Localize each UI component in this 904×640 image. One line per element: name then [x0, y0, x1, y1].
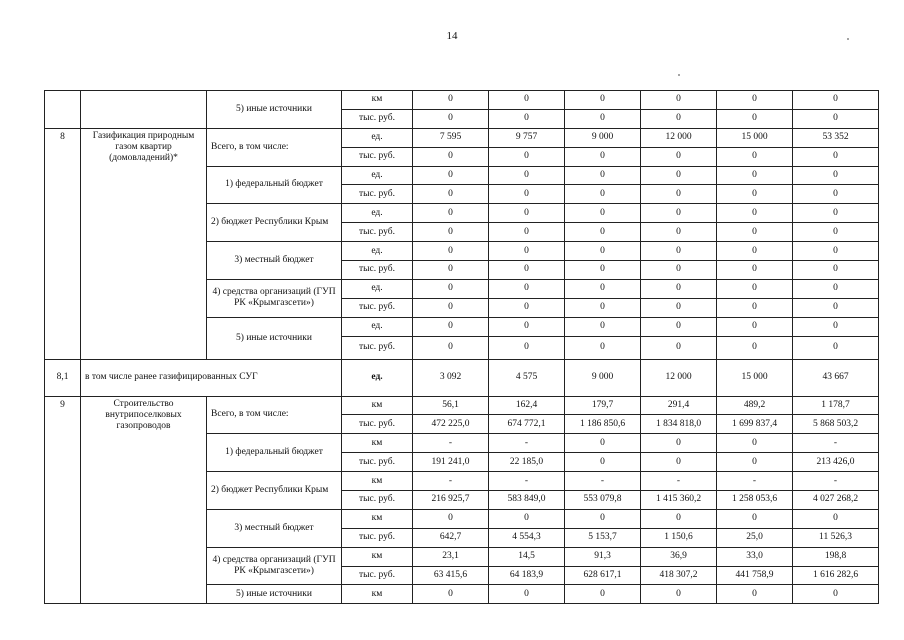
unit-cell: тыс. руб.	[342, 453, 413, 472]
value-cell: 0	[489, 298, 565, 317]
value-cell: 0	[489, 185, 565, 204]
source-label: 2) бюджет Республики Крым	[207, 472, 342, 510]
value-cell: 0	[793, 336, 879, 359]
value-cell: 43 667	[793, 359, 879, 396]
value-cell: 0	[641, 242, 717, 261]
unit-cell: ед.	[342, 128, 413, 147]
value-cell: 0	[413, 242, 489, 261]
value-cell: 0	[565, 336, 641, 359]
value-cell: 0	[489, 109, 565, 128]
value-cell: 0	[413, 166, 489, 185]
value-cell: 472 225,0	[413, 415, 489, 434]
source-label: 1) федеральный бюджет	[207, 434, 342, 472]
value-cell: 0	[489, 336, 565, 359]
value-cell: 0	[793, 279, 879, 298]
value-cell: 0	[717, 147, 793, 166]
value-cell: 0	[489, 166, 565, 185]
value-cell: 63 415,6	[413, 566, 489, 585]
value-cell: 0	[565, 91, 641, 110]
value-cell: 213 426,0	[793, 453, 879, 472]
value-cell: 0	[489, 509, 565, 528]
value-cell: 0	[565, 204, 641, 223]
scan-speck	[847, 38, 849, 40]
value-cell: 0	[565, 185, 641, 204]
value-cell: 1 150,6	[641, 528, 717, 547]
value-cell: 198,8	[793, 547, 879, 566]
value-cell: 15 000	[717, 359, 793, 396]
source-label: 1) федеральный бюджет	[207, 166, 342, 204]
value-cell: 53 352	[793, 128, 879, 147]
value-cell: 0	[793, 261, 879, 280]
unit-cell: км	[342, 585, 413, 604]
value-cell: 0	[413, 298, 489, 317]
item-name: Строительство внутрипоселковых газопроводов	[81, 396, 207, 604]
value-cell: 179,7	[565, 396, 641, 415]
value-cell: 9 000	[565, 359, 641, 396]
value-cell: 9 000	[565, 128, 641, 147]
source-label: 5) иные источники	[207, 91, 342, 129]
value-cell: 0	[489, 242, 565, 261]
value-cell: 22 185,0	[489, 453, 565, 472]
value-cell: 0	[717, 166, 793, 185]
item-name: в том числе ранее газифицированных СУГ	[81, 359, 342, 396]
value-cell: 0	[717, 585, 793, 604]
value-cell: 0	[717, 434, 793, 453]
unit-cell: тыс. руб.	[342, 566, 413, 585]
value-cell: -	[413, 434, 489, 453]
value-cell: 0	[641, 453, 717, 472]
value-cell: 0	[565, 279, 641, 298]
item-name	[81, 91, 207, 129]
value-cell: 0	[413, 317, 489, 336]
value-cell: 418 307,2	[641, 566, 717, 585]
value-cell: 0	[413, 147, 489, 166]
value-cell: 0	[793, 204, 879, 223]
value-cell: 0	[489, 223, 565, 242]
value-cell: 0	[717, 204, 793, 223]
source-label: 4) средства организаций (ГУП РК «Крымгазсети»)	[207, 279, 342, 317]
value-cell: -	[641, 472, 717, 491]
value-cell: -	[793, 434, 879, 453]
value-cell: 9 757	[489, 128, 565, 147]
source-label: 2) бюджет Республики Крым	[207, 204, 342, 242]
value-cell: 14,5	[489, 547, 565, 566]
value-cell: 0	[641, 204, 717, 223]
value-cell: 0	[641, 91, 717, 110]
value-cell: 0	[717, 223, 793, 242]
value-cell: 0	[641, 336, 717, 359]
value-cell: 0	[565, 109, 641, 128]
gasification-table	[44, 90, 879, 604]
unit-cell: ед.	[342, 242, 413, 261]
value-cell: 0	[489, 204, 565, 223]
value-cell: 0	[793, 166, 879, 185]
value-cell: 0	[565, 147, 641, 166]
source-label: 4) средства организаций (ГУП РК «Крымгазсети»)	[207, 547, 342, 585]
value-cell: -	[717, 472, 793, 491]
value-cell: -	[489, 434, 565, 453]
value-cell: 0	[641, 147, 717, 166]
value-cell: 0	[489, 261, 565, 280]
value-cell: 0	[717, 509, 793, 528]
value-cell: 7 595	[413, 128, 489, 147]
value-cell: 674 772,1	[489, 415, 565, 434]
value-cell: 0	[793, 298, 879, 317]
value-cell: 0	[793, 147, 879, 166]
value-cell: 0	[793, 109, 879, 128]
table-row	[45, 359, 879, 396]
value-cell: 0	[565, 223, 641, 242]
scan-speck	[678, 74, 680, 76]
value-cell: 12 000	[641, 128, 717, 147]
value-cell: 291,4	[641, 396, 717, 415]
value-cell: 0	[413, 91, 489, 110]
value-cell: 0	[413, 223, 489, 242]
value-cell: 0	[413, 585, 489, 604]
source-label: 3) местный бюджет	[207, 509, 342, 547]
value-cell: 0	[717, 242, 793, 261]
item-number: 8,1	[45, 359, 81, 396]
value-cell: 0	[489, 279, 565, 298]
value-cell: 0	[489, 585, 565, 604]
unit-cell: ед.	[342, 359, 413, 396]
value-cell: -	[565, 472, 641, 491]
value-cell: 162,4	[489, 396, 565, 415]
source-label: 5) иные источники	[207, 317, 342, 359]
unit-cell: тыс. руб.	[342, 185, 413, 204]
source-label: Всего, в том числе:	[207, 128, 342, 166]
value-cell: 0	[717, 279, 793, 298]
source-label: 5) иные источники	[207, 585, 342, 604]
value-cell: 642,7	[413, 528, 489, 547]
unit-cell: км	[342, 509, 413, 528]
value-cell: 0	[641, 434, 717, 453]
value-cell: 1 834 818,0	[641, 415, 717, 434]
table-row	[45, 91, 879, 110]
item-number	[45, 91, 81, 129]
value-cell: 33,0	[717, 547, 793, 566]
unit-cell: км	[342, 434, 413, 453]
value-cell: 0	[793, 509, 879, 528]
value-cell: 0	[717, 336, 793, 359]
unit-cell: ед.	[342, 204, 413, 223]
unit-cell: тыс. руб.	[342, 147, 413, 166]
table-row	[45, 396, 879, 415]
value-cell: 0	[793, 185, 879, 204]
value-cell: 0	[641, 109, 717, 128]
value-cell: 23,1	[413, 547, 489, 566]
value-cell: 0	[717, 261, 793, 280]
value-cell: 0	[565, 298, 641, 317]
value-cell: 0	[489, 91, 565, 110]
value-cell: 3 092	[413, 359, 489, 396]
unit-cell: тыс. руб.	[342, 528, 413, 547]
item-number: 8	[45, 128, 81, 359]
value-cell: 1 616 282,6	[793, 566, 879, 585]
unit-cell: тыс. руб.	[342, 336, 413, 359]
value-cell: 0	[641, 166, 717, 185]
value-cell: 489,2	[717, 396, 793, 415]
value-cell: 0	[717, 298, 793, 317]
value-cell: 0	[413, 204, 489, 223]
value-cell: 0	[641, 261, 717, 280]
value-cell: 0	[793, 242, 879, 261]
value-cell: 216 925,7	[413, 491, 489, 510]
unit-cell: тыс. руб.	[342, 491, 413, 510]
value-cell: 0	[489, 147, 565, 166]
value-cell: 583 849,0	[489, 491, 565, 510]
value-cell: 553 079,8	[565, 491, 641, 510]
value-cell: 0	[413, 336, 489, 359]
value-cell: 56,1	[413, 396, 489, 415]
value-cell: 0	[565, 585, 641, 604]
value-cell: 0	[565, 434, 641, 453]
unit-cell: тыс. руб.	[342, 223, 413, 242]
value-cell: 0	[641, 317, 717, 336]
table-body	[45, 91, 879, 604]
page-number: 14	[446, 30, 458, 42]
value-cell: 628 617,1	[565, 566, 641, 585]
unit-cell: тыс. руб.	[342, 415, 413, 434]
value-cell: 0	[565, 261, 641, 280]
value-cell: 0	[413, 509, 489, 528]
value-cell: 4 554,3	[489, 528, 565, 547]
value-cell: 11 526,3	[793, 528, 879, 547]
value-cell: 1 186 850,6	[565, 415, 641, 434]
value-cell: 5 868 503,2	[793, 415, 879, 434]
value-cell: 15 000	[717, 128, 793, 147]
unit-cell: км	[342, 547, 413, 566]
value-cell: 0	[641, 279, 717, 298]
unit-cell: км	[342, 472, 413, 491]
value-cell: 1 258 053,6	[717, 491, 793, 510]
value-cell: 0	[565, 166, 641, 185]
value-cell: 0	[717, 185, 793, 204]
unit-cell: тыс. руб.	[342, 109, 413, 128]
item-number: 9	[45, 396, 81, 604]
value-cell: 5 153,7	[565, 528, 641, 547]
value-cell: 0	[413, 261, 489, 280]
unit-cell: км	[342, 91, 413, 110]
value-cell: 0	[565, 317, 641, 336]
value-cell: 1 699 837,4	[717, 415, 793, 434]
value-cell: 441 758,9	[717, 566, 793, 585]
source-label: Всего, в том числе:	[207, 396, 342, 434]
unit-cell: тыс. руб.	[342, 261, 413, 280]
table-row	[45, 128, 879, 147]
value-cell: 91,3	[565, 547, 641, 566]
value-cell: 0	[641, 223, 717, 242]
item-name: Газификация природным газом квартир (домовладений)*	[81, 128, 207, 359]
unit-cell: ед.	[342, 317, 413, 336]
unit-cell: ед.	[342, 279, 413, 298]
value-cell: 0	[793, 585, 879, 604]
value-cell: 12 000	[641, 359, 717, 396]
unit-cell: км	[342, 396, 413, 415]
value-cell: 0	[793, 91, 879, 110]
value-cell: -	[413, 472, 489, 491]
value-cell: 4 575	[489, 359, 565, 396]
value-cell: -	[489, 472, 565, 491]
value-cell: 0	[641, 185, 717, 204]
value-cell: 0	[641, 509, 717, 528]
value-cell: 191 241,0	[413, 453, 489, 472]
value-cell: 0	[717, 453, 793, 472]
value-cell: 36,9	[641, 547, 717, 566]
value-cell: 0	[641, 298, 717, 317]
value-cell: 0	[717, 109, 793, 128]
source-label: 3) местный бюджет	[207, 242, 342, 280]
value-cell: -	[793, 472, 879, 491]
value-cell: 0	[413, 185, 489, 204]
value-cell: 25,0	[717, 528, 793, 547]
value-cell: 0	[793, 317, 879, 336]
unit-cell: ед.	[342, 166, 413, 185]
value-cell: 0	[565, 509, 641, 528]
value-cell: 4 027 268,2	[793, 491, 879, 510]
value-cell: 64 183,9	[489, 566, 565, 585]
value-cell: 0	[717, 91, 793, 110]
value-cell: 0	[413, 279, 489, 298]
value-cell: 0	[641, 585, 717, 604]
value-cell: 0	[489, 317, 565, 336]
value-cell: 1 415 360,2	[641, 491, 717, 510]
value-cell: 1 178,7	[793, 396, 879, 415]
value-cell: 0	[565, 242, 641, 261]
value-cell: 0	[565, 453, 641, 472]
value-cell: 0	[717, 317, 793, 336]
unit-cell: тыс. руб.	[342, 298, 413, 317]
value-cell: 0	[413, 109, 489, 128]
value-cell: 0	[793, 223, 879, 242]
